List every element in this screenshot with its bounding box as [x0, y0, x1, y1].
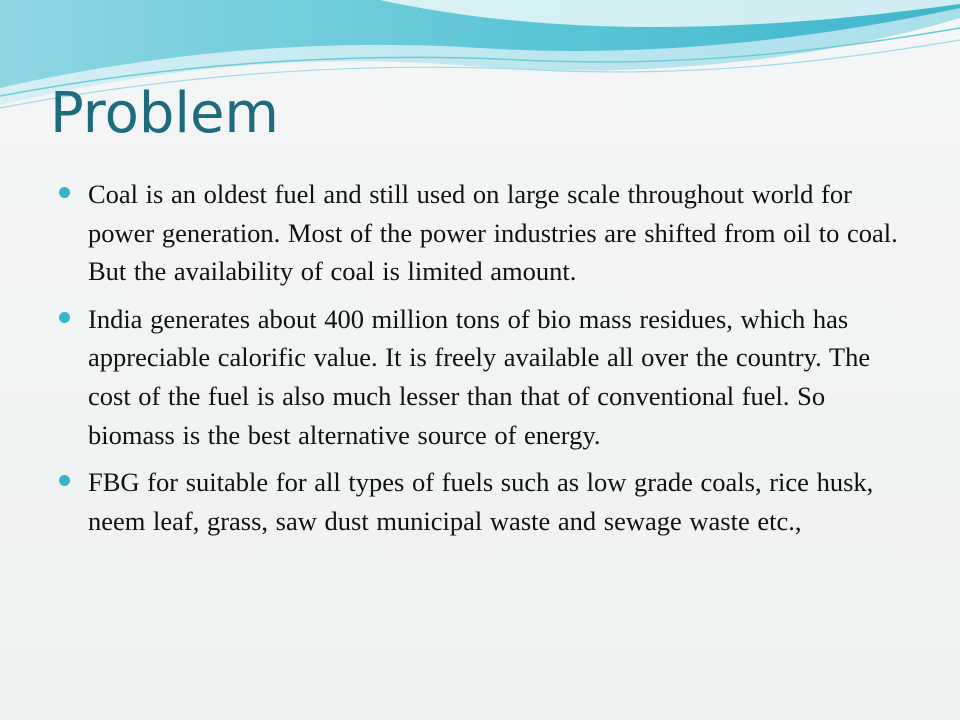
bullet-text: FBG for suitable for all types of fuels such as low grade coals, rice husk, neem leaf, grass, saw dust municipal waste and sewage waste etc., [88, 467, 874, 536]
slide-title: Problem [50, 81, 279, 146]
bullet-dot-icon [59, 475, 70, 486]
bullet-list [56, 175, 906, 549]
bullet-text: India generates about 400 million tons of bio mass residues, which has appreciable calorific value. It is freely available all over the country. The cost of the fuel is also much lesser than that of conventional fuel. So biomass is the best alternative source of energy. [88, 303, 871, 450]
bullet-item [56, 300, 906, 454]
bullet-item [56, 175, 906, 291]
bullet-text: Coal is an oldest fuel and still used on large scale throughout world for power generation. Most of the power industries are shifted from oil to coal. But the availability of coal is limited amount. [88, 179, 898, 287]
bullet-dot-icon [59, 187, 70, 198]
bullet-dot-icon [59, 312, 70, 323]
bullet-item [56, 463, 906, 540]
